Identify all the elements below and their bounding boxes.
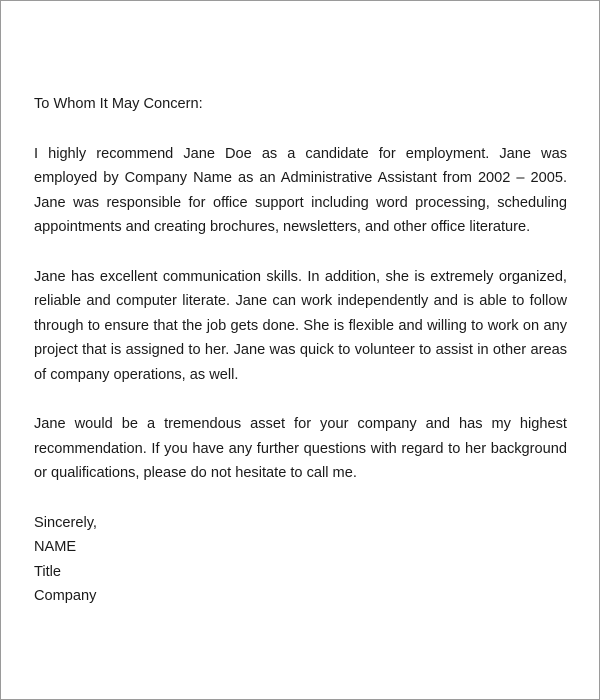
letter-greeting: To Whom It May Concern: (34, 96, 203, 112)
letter-closing: Sincerely, (34, 514, 97, 531)
signature-company: Company (34, 588, 97, 604)
letter-body (34, 92, 567, 609)
letter-paragraph-2: Jane has excellent communication skills. In addition, she is extremely organized, reliable and computer literate. Jane can work independently and is able to follow through to ensure that the job gets done. She is flexible and willing to work on any project that is assigned to her. Jane was quick to volunteer to assist in other areas of company operations, as well. (34, 268, 567, 383)
letter-paragraph-1: I highly recommend Jane Doe as a candidate for employment. Jane was employed by Company Name as an Administrative Assistant from 2002 – 2005. Jane was responsible for office support including word processing, scheduling appointments and creating brochures, newsletters, and other office literature. (34, 145, 567, 235)
letter-closing-block (34, 511, 567, 609)
letter-paragraph-3: Jane would be a tremendous asset for your company and has my highest recommendation. If you have any further questions with regard to her background or qualifications, please do not hesitate to call me. (34, 416, 567, 481)
signature-name: NAME (34, 539, 77, 555)
signature-title: Title (34, 563, 62, 580)
